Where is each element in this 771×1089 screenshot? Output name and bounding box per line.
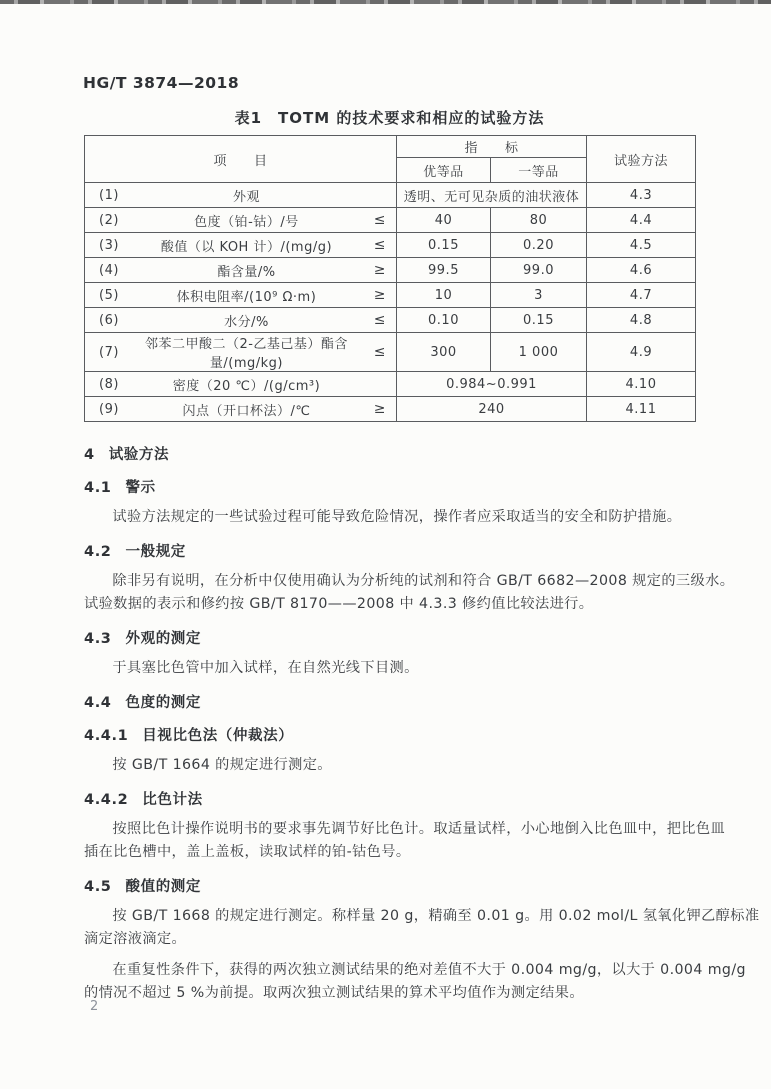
section-number: 4.4.2 bbox=[84, 792, 129, 808]
table-row bbox=[85, 308, 696, 333]
relation-symbol: ≥ bbox=[373, 262, 386, 278]
section-heading bbox=[84, 629, 698, 649]
paragraph-line: 于具塞比色管中加入试样，在自然光线下目测。 bbox=[112, 660, 419, 676]
section-number: 4.3 bbox=[84, 631, 112, 647]
relation-symbol: ≤ bbox=[373, 237, 386, 253]
item-cell bbox=[85, 233, 397, 258]
table-row bbox=[85, 208, 696, 233]
paragraph-line: 按 GB/T 1664 的规定进行测定。 bbox=[112, 757, 332, 773]
item-number: (9) bbox=[99, 401, 119, 417]
item-wrap bbox=[89, 186, 392, 205]
test-method-ref: 4.5 bbox=[587, 233, 696, 258]
relation-symbol: ≥ bbox=[373, 401, 386, 417]
test-methods-sections bbox=[84, 432, 760, 1005]
requirements-table bbox=[84, 135, 696, 422]
item-number: (4) bbox=[99, 262, 119, 278]
table-row bbox=[85, 233, 696, 258]
table-row bbox=[85, 283, 696, 308]
section-heading bbox=[84, 542, 698, 562]
item-number: (8) bbox=[99, 376, 119, 392]
premium-grade-value: 0.15 bbox=[397, 233, 491, 258]
test-method-ref: 4.6 bbox=[587, 258, 696, 283]
item-number: (5) bbox=[99, 287, 119, 303]
premium-grade-value: 40 bbox=[397, 208, 491, 233]
premium-grade-value: 300 bbox=[397, 333, 491, 372]
scan-edge-artifact bbox=[0, 0, 771, 4]
table-header-row bbox=[85, 136, 696, 158]
first-grade-value: 3 bbox=[491, 283, 587, 308]
paragraph bbox=[84, 818, 726, 864]
test-method-ref: 4.9 bbox=[587, 333, 696, 372]
item-cell bbox=[85, 397, 397, 422]
column-header-item: 项 目 bbox=[85, 136, 397, 183]
section-heading bbox=[84, 790, 698, 810]
paragraph-line: 的情况不超过 5 %为前提。取两次独立测试结果的算术平均值作为测定结果。 bbox=[84, 985, 584, 1001]
item-number: (3) bbox=[99, 237, 119, 253]
item-wrap bbox=[89, 286, 392, 305]
relation-symbol: ≤ bbox=[373, 312, 386, 328]
relation-symbol: ≤ bbox=[373, 212, 386, 228]
test-method-ref: 4.8 bbox=[587, 308, 696, 333]
item-number: (2) bbox=[99, 212, 119, 228]
item-wrap bbox=[89, 375, 392, 394]
column-header-premium-grade: 优等品 bbox=[397, 158, 491, 183]
section-heading bbox=[84, 693, 698, 713]
item-number: (7) bbox=[99, 344, 119, 360]
paragraph-line: 在重复性条件下，获得的两次独立测试结果的绝对差值不大于 0.004 mg/g，以大于 0.004 mg/g bbox=[112, 962, 746, 978]
test-method-ref: 4.4 bbox=[587, 208, 696, 233]
test-method-ref: 4.10 bbox=[587, 372, 696, 397]
paragraph bbox=[84, 905, 760, 951]
paragraph-line: 试验数据的表示和修约按 GB/T 8170——2008 中 4.3.3 修约值比较法进行。 bbox=[84, 596, 594, 612]
item-label: 邻苯二甲酸二（2-乙基己基）酯含量/(mg/kg) bbox=[144, 337, 348, 371]
item-label: 色度（铂-钴）/号 bbox=[194, 214, 299, 230]
item-cell bbox=[85, 183, 397, 208]
item-label: 闪点（开口杯法）/℃ bbox=[182, 403, 311, 419]
item-wrap bbox=[89, 311, 392, 330]
column-header-test-method: 试验方法 bbox=[587, 136, 696, 183]
column-header-indicator: 指 标 bbox=[397, 136, 587, 158]
paragraph-line: 按 GB/T 1668 的规定进行测定。称样量 20 g，精确至 0.01 g。用 0.02 mol/L 氢氧化钾乙醇标准 bbox=[112, 908, 760, 924]
section-title: 比色计法 bbox=[142, 792, 203, 808]
section-number: 4 bbox=[84, 447, 95, 463]
item-cell bbox=[85, 283, 397, 308]
section-number: 4.5 bbox=[84, 879, 112, 895]
item-wrap bbox=[89, 211, 392, 230]
item-wrap bbox=[89, 261, 392, 280]
table-row bbox=[85, 258, 696, 283]
test-method-ref: 4.7 bbox=[587, 283, 696, 308]
paragraph bbox=[84, 754, 698, 777]
first-grade-value: 0.15 bbox=[491, 308, 587, 333]
item-label: 水分/% bbox=[224, 314, 269, 330]
test-method-ref: 4.3 bbox=[587, 183, 696, 208]
item-cell bbox=[85, 333, 397, 372]
item-cell bbox=[85, 372, 397, 397]
first-grade-value: 80 bbox=[491, 208, 587, 233]
standard-number: HG/T 3874—2018 bbox=[83, 74, 240, 92]
indicator-value-span: 0.984~0.991 bbox=[397, 372, 587, 397]
item-label: 体积电阻率/(10⁹ Ω·m) bbox=[176, 289, 317, 305]
section-number: 4.2 bbox=[84, 544, 112, 560]
paragraph bbox=[84, 506, 698, 529]
item-cell bbox=[85, 258, 397, 283]
section-title: 外观的测定 bbox=[125, 631, 201, 647]
section-title: 试验方法 bbox=[108, 447, 170, 463]
premium-grade-value: 10 bbox=[397, 283, 491, 308]
section-title: 警示 bbox=[125, 480, 156, 496]
paragraph-line: 试验方法规定的一些试验过程可能导致危险情况，操作者应采取适当的安全和防护措施。 bbox=[112, 509, 682, 525]
section-title: 酸值的测定 bbox=[125, 879, 201, 895]
indicator-value-span: 240 bbox=[397, 397, 587, 422]
premium-grade-value: 99.5 bbox=[397, 258, 491, 283]
table-row bbox=[85, 372, 696, 397]
paragraph bbox=[84, 657, 698, 680]
paragraph bbox=[84, 959, 746, 1005]
item-wrap bbox=[89, 236, 392, 255]
section-title: 色度的测定 bbox=[125, 695, 201, 711]
relation-symbol: ≥ bbox=[373, 287, 386, 303]
item-label: 外观 bbox=[232, 189, 260, 205]
section-number: 4.4 bbox=[84, 695, 112, 711]
section-title: 目视比色法（仲裁法） bbox=[142, 728, 294, 744]
item-label: 密度（20 ℃）/(g/cm³) bbox=[172, 378, 321, 394]
indicator-value-span: 透明、无可见杂质的油状液体 bbox=[397, 183, 587, 208]
item-cell bbox=[85, 308, 397, 333]
item-label: 酸值（以 KOH 计）/(mg/g) bbox=[160, 239, 333, 255]
premium-grade-value: 0.10 bbox=[397, 308, 491, 333]
first-grade-value: 99.0 bbox=[491, 258, 587, 283]
section-heading bbox=[84, 445, 698, 465]
test-method-ref: 4.11 bbox=[587, 397, 696, 422]
item-wrap bbox=[89, 400, 392, 419]
column-header-first-grade: 一等品 bbox=[491, 158, 587, 183]
item-label: 酯含量/% bbox=[217, 264, 276, 280]
item-number: (1) bbox=[99, 187, 119, 203]
section-heading bbox=[84, 478, 698, 498]
paragraph-line: 插在比色槽中，盖上盖板，读取试样的铂-钴色号。 bbox=[84, 844, 411, 860]
table-title: 表1 TOTM 的技术要求和相应的试验方法 bbox=[234, 109, 545, 127]
section-heading bbox=[84, 726, 698, 746]
paragraph-line: 除非另有说明，在分析中仅使用确认为分析纯的试剂和符合 GB/T 6682—2008 规定的三级水。 bbox=[112, 573, 735, 589]
item-wrap bbox=[89, 333, 392, 371]
page-number: 2 bbox=[90, 999, 99, 1014]
table-row bbox=[85, 333, 696, 372]
item-cell bbox=[85, 208, 397, 233]
paragraph-line: 滴定溶液滴定。 bbox=[84, 931, 187, 947]
first-grade-value: 0.20 bbox=[491, 233, 587, 258]
section-number: 4.4.1 bbox=[84, 728, 129, 744]
paragraph bbox=[84, 570, 735, 616]
item-number: (6) bbox=[99, 312, 119, 328]
relation-symbol: ≤ bbox=[373, 344, 386, 360]
section-number: 4.1 bbox=[84, 480, 112, 496]
first-grade-value: 1 000 bbox=[491, 333, 587, 372]
table-row bbox=[85, 183, 696, 208]
section-title: 一般规定 bbox=[125, 544, 186, 560]
table-row bbox=[85, 397, 696, 422]
section-heading bbox=[84, 877, 698, 897]
paragraph-line: 按照比色计操作说明书的要求事先调节好比色计。取适量试样，小心地倒入比色皿中，把比色皿 bbox=[112, 821, 726, 837]
